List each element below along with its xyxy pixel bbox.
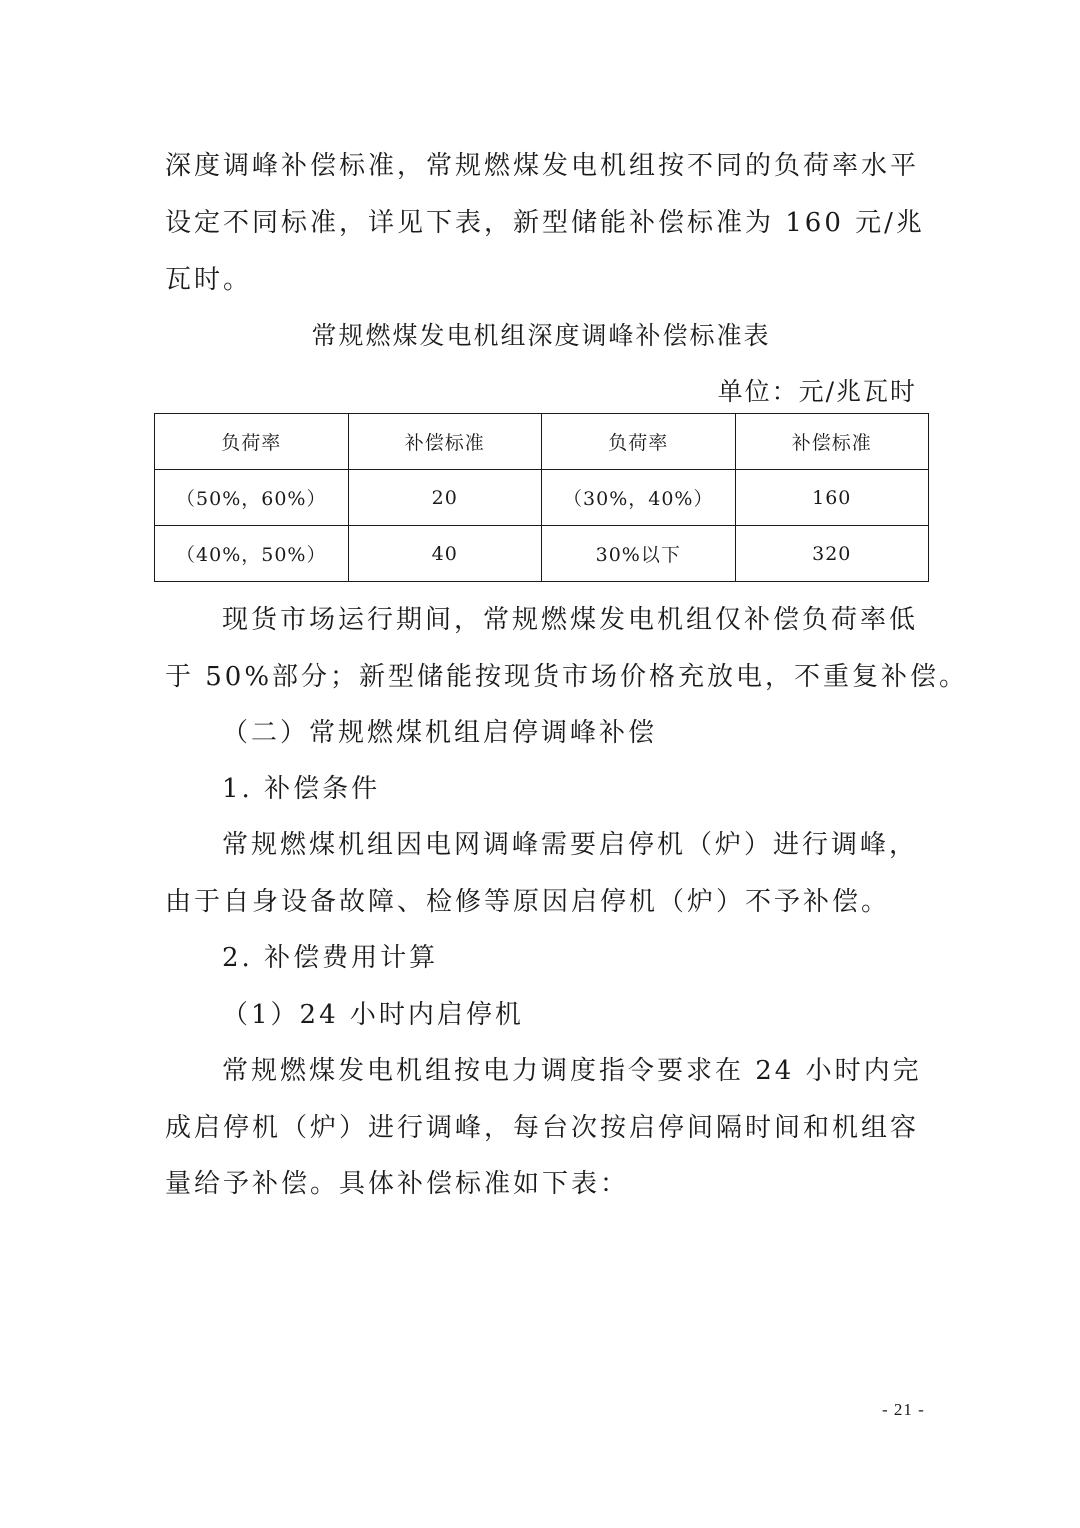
table-unit: 单位：元/兆瓦时 bbox=[717, 377, 917, 406]
table-cell: 320 bbox=[735, 526, 929, 582]
paragraph-line: 常规燃煤机组因电网调峰需要启停机（炉）进行调峰， bbox=[222, 830, 919, 860]
table-cell: 30%以下 bbox=[542, 526, 736, 582]
section-heading: （二）常规燃煤机组启停调峰补偿 bbox=[222, 718, 658, 748]
paragraph-line: 深度调峰补偿标准，常规燃煤发电机组按不同的负荷率水平 bbox=[165, 151, 920, 181]
paragraph-line: 常规燃煤发电机组按电力调度指令要求在 24 小时内完 bbox=[222, 1056, 922, 1086]
paragraph-line: 瓦时。 bbox=[165, 265, 253, 295]
compensation-table bbox=[154, 413, 929, 582]
table-cell: 20 bbox=[348, 470, 542, 526]
paragraph-line: 设定不同标准，详见下表，新型储能补偿标准为 160 元/兆 bbox=[165, 208, 925, 238]
paragraph-line: 量给予补偿。具体补偿标准如下表： bbox=[165, 1169, 630, 1199]
page-number: - 21 - bbox=[882, 1400, 925, 1419]
subsection-heading: 1. 补偿条件 bbox=[222, 774, 381, 804]
paragraph-line: 于 50%部分；新型储能按现货市场价格充放电，不重复补偿。 bbox=[165, 662, 969, 692]
table-header-row bbox=[155, 414, 929, 470]
table-header-cell: 负荷率 bbox=[542, 414, 736, 470]
table-header-cell: 负荷率 bbox=[155, 414, 349, 470]
subsection-heading: 2. 补偿费用计算 bbox=[222, 943, 439, 973]
table-cell: （30%，40%） bbox=[542, 470, 736, 526]
paragraph-line: 成启停机（炉）进行调峰，每台次按启停间隔时间和机组容 bbox=[165, 1113, 920, 1143]
table-row bbox=[155, 470, 929, 526]
table-cell: 40 bbox=[348, 526, 542, 582]
paragraph-line: 由于自身设备故障、检修等原因启停机（炉）不予补偿。 bbox=[165, 887, 891, 917]
table-header-cell: 补偿标准 bbox=[348, 414, 542, 470]
table-title: 常规燃煤发电机组深度调峰补偿标准表 bbox=[311, 321, 771, 350]
table-row bbox=[155, 526, 929, 582]
table-cell: （50%，60%） bbox=[155, 470, 349, 526]
table-header-cell: 补偿标准 bbox=[735, 414, 929, 470]
subsection-heading: （1）24 小时内启停机 bbox=[222, 1000, 524, 1030]
table-cell: （40%，50%） bbox=[155, 526, 349, 582]
table-cell: 160 bbox=[735, 470, 929, 526]
paragraph-line: 现货市场运行期间，常规燃煤发电机组仅补偿负荷率低 bbox=[222, 605, 919, 635]
